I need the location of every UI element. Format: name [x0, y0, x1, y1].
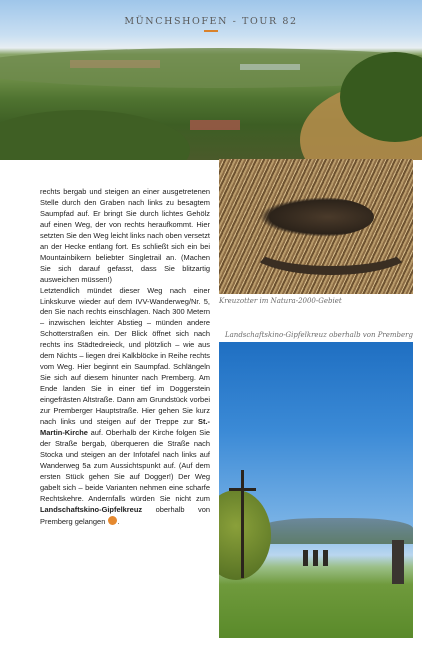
snake-photo-caption: Kreuzotter im Natura-2000-Gebiet	[219, 297, 342, 305]
paragraph-1: rechts bergab und steigen an einer ausgetretenen Stelle durch den Graben nach links zu besagtem Saumpfad auf. Er bringt Sie durch lichtes Gehölz auf einen Weg, der von rechts heraufkommt. Hier setzten Sie den Weg leicht links nach oben versetzt an der Hecke entlang fort. Es schließt sich ein bei Mountainbikern beliebter Singletrail an. (Machen Sie sich darauf gefasst, dass Sie blitzartig ausweichen müssen!)	[40, 187, 210, 284]
waypoint-marker-icon	[108, 516, 117, 525]
header-tour: TOUR 82	[242, 16, 298, 27]
header-place: MÜNCHSHOFEN	[124, 16, 228, 27]
header-separator: -	[232, 16, 238, 27]
route-description	[40, 187, 210, 528]
paragraph-2-text-b: auf. Oberhalb der Kirche folgen Sie der Straße bergab, überqueren die Straße nach Stocka und steigen an der Infotafel nach links auf Wanderweg 5a zum Aussichtspunkt auf. (Auf dem ersten Stück gehen Sie auf Dogger!) Der Weg gabelt sich – beide Varianten nehmen eine scharfe Rechtskehre. Andernfalls würden Sie nicht zum	[40, 427, 210, 503]
snake-photo	[219, 159, 413, 294]
cross-photo-caption: Landschaftskino-Gipfelkreuz oberhalb von Premberg	[224, 331, 413, 339]
header-underline	[204, 30, 218, 32]
church-name: St.-Martin-Kirche	[40, 417, 210, 437]
cross-icon	[241, 470, 244, 578]
page-header	[0, 16, 422, 32]
summit-cross-photo	[219, 342, 413, 638]
paragraph-2: Letztendlich mündet dieser Weg nach einer Linkskurve wieder auf dem IVV-Wanderweg/Nr. 5, den Sie nach rechts einschlagen. Nach 300 Metern – inzwischen leichter Abstieg – münden andere Schotterstraßen ein. Der Blick öffnet sich nach rechts ins Städtedreieck, und plötzlich – wie aus dem Nichts – liegen drei Kalkblöcke in Reihe rechts vom Weg. Hier beginnt ein Saumpfad. Schlängeln Sie sich auf diesem hinunter nach Premberg. Am Ende landen Sie in einer tief im Doggerstein eingefrästen Altstraße. Dann am Grundstück vorbei zur Premberger Hauptstraße. Hier gehen Sie kurz nach links und steigen auf der Treppe zur St.-Martin-Kirche auf. Oberhalb der Kirche folgen Sie der Straße bergab, überqueren die Straße nach Stocka und steigen an der Infotafel nach links auf Wanderweg 5a zum Aussichtspunkt auf. (Auf dem ersten Stück gehen Sie auf Dogger!) Der Weg gabelt sich – beide Varianten nehmen eine scharfe Rechtskehre. Andernfalls würden Sie nicht zum Landschaftskino-Gipfelkreuz oberhalb von Premberg gelangen .	[40, 285, 210, 526]
summit-cross-name: Landschaftskino-Gipfelkreuz	[40, 504, 143, 514]
paragraph-2-text-a: Letztendlich mündet dieser Weg nach einer Linkskurve wieder auf dem IVV-Wanderweg/Nr. 5, den Sie nach rechts einschlagen. Nach 300 Metern – inzwischen leichter Abstieg – münden andere Schotterstraßen ein. Der Blick öffnet sich nach rechts ins Städtedreieck, und plötzlich – wie aus dem Nichts – liegen drei Kalkblöcke in Reihe rechts vom Weg. Hier beginnt ein Saumpfad. Schlängeln Sie sich auf diesem hinunter nach Premberg. Am Ende landen Sie in einer tief im Doggerstein eingefrästen Altstraße. Dann am Grundstück vorbei zur Premberger Hauptstraße. Hier gehen Sie kurz nach links und steigen auf der Treppe zur	[40, 285, 210, 427]
landscape-photo	[0, 0, 422, 160]
paragraph-2-text-c: oberhalb von Premberg gelangen	[40, 504, 210, 526]
